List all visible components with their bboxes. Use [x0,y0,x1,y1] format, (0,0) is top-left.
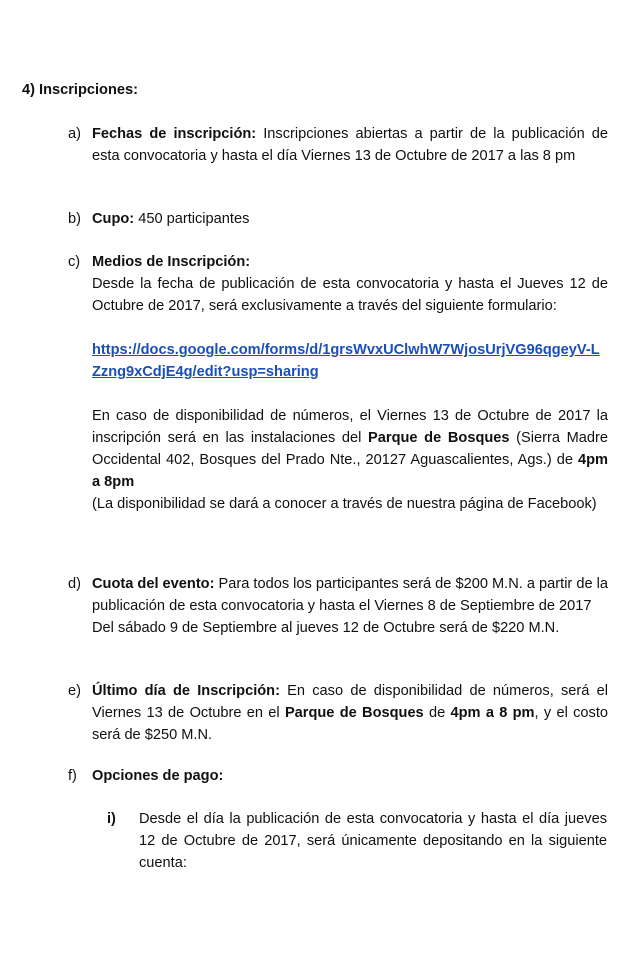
item-fechas-inscripcion [68,123,608,167]
item-label: Último día de Inscripción: [92,683,280,699]
item-marker: f) [68,768,77,784]
item-marker: a) [68,126,81,142]
item-opciones-pago [68,765,608,787]
google-form-link[interactable]: https://docs.google.com/forms/d/1grsWvxUClwhW7WjosUrjVG96qgeyV-LZzng9xCdjE4g/edit?usp=sharing [92,342,600,380]
subitem-text: Desde el día la publicación de esta convocatoria y hasta el día jueves 12 de Octubre de 2017, será únicamente depositando en la siguiente cuenta: [139,811,607,871]
venue-name: Parque de Bosques [284,705,424,721]
item-marker: d) [68,576,81,592]
item-note: (La disponibilidad se dará a conocer a través de nuestra página de Facebook) [92,496,597,512]
subitem-deposito [107,808,607,874]
hours: 4pm a 8 pm [450,705,535,721]
item-label: Fechas de inscripción: [92,126,257,142]
item-label: Cuota del evento: [92,576,215,592]
item-text: Para todos los participantes será de $200 M.N. a partir de la publicación de esta convocatoria y hasta el Viernes 8 de Septiembre de 2017 [92,576,609,614]
item-text: Inscripciones abiertas a partir de la publicación de esta convocatoria y hasta el día Viernes 13 de Octubre de 2017 a las 8 pm [92,126,608,164]
venue-name: Parque de Bosques [368,430,510,446]
subitem-marker: i) [107,811,116,827]
item-label: Medios de Inscripción: [92,254,251,270]
item-marker: e) [68,683,81,699]
item-medios-inscripcion [68,251,608,515]
item-text: Del sábado 9 de Septiembre al jueves 12 de Octubre será de $220 M.N. [92,620,560,636]
item-cupo [68,208,608,230]
item-text: , y el costo será de $250 M.N. [92,705,609,743]
item-marker: b) [68,211,81,227]
item-text: Desde la fecha de publicación de esta convocatoria y hasta el Jueves 12 de Octubre de 2017, será exclusivamente a través del siguiente formulario: [92,276,608,314]
item-label: Cupo: [92,211,135,227]
item-text: (Sierra Madre Occidental 402, Bosques del Prado Nte., 20127 Aguascalientes, Ags.) de [92,430,608,468]
item-text: 450 participantes [134,211,250,227]
hours: 4pm a 8pm [92,452,608,490]
item-text: de [423,705,451,721]
item-text: En caso de disponibilidad de números, el Viernes 13 de Octubre de 2017 la inscripción será en las instalaciones del [92,408,608,446]
item-label: Opciones de pago: [92,768,224,784]
item-cuota-evento [68,573,608,639]
section-title: 4) Inscripciones: [22,82,138,98]
item-marker: c) [68,254,81,270]
item-text: En caso de disponibilidad de números, será el Viernes 13 de Octubre en el [92,683,608,721]
item-ultimo-dia [68,680,608,746]
